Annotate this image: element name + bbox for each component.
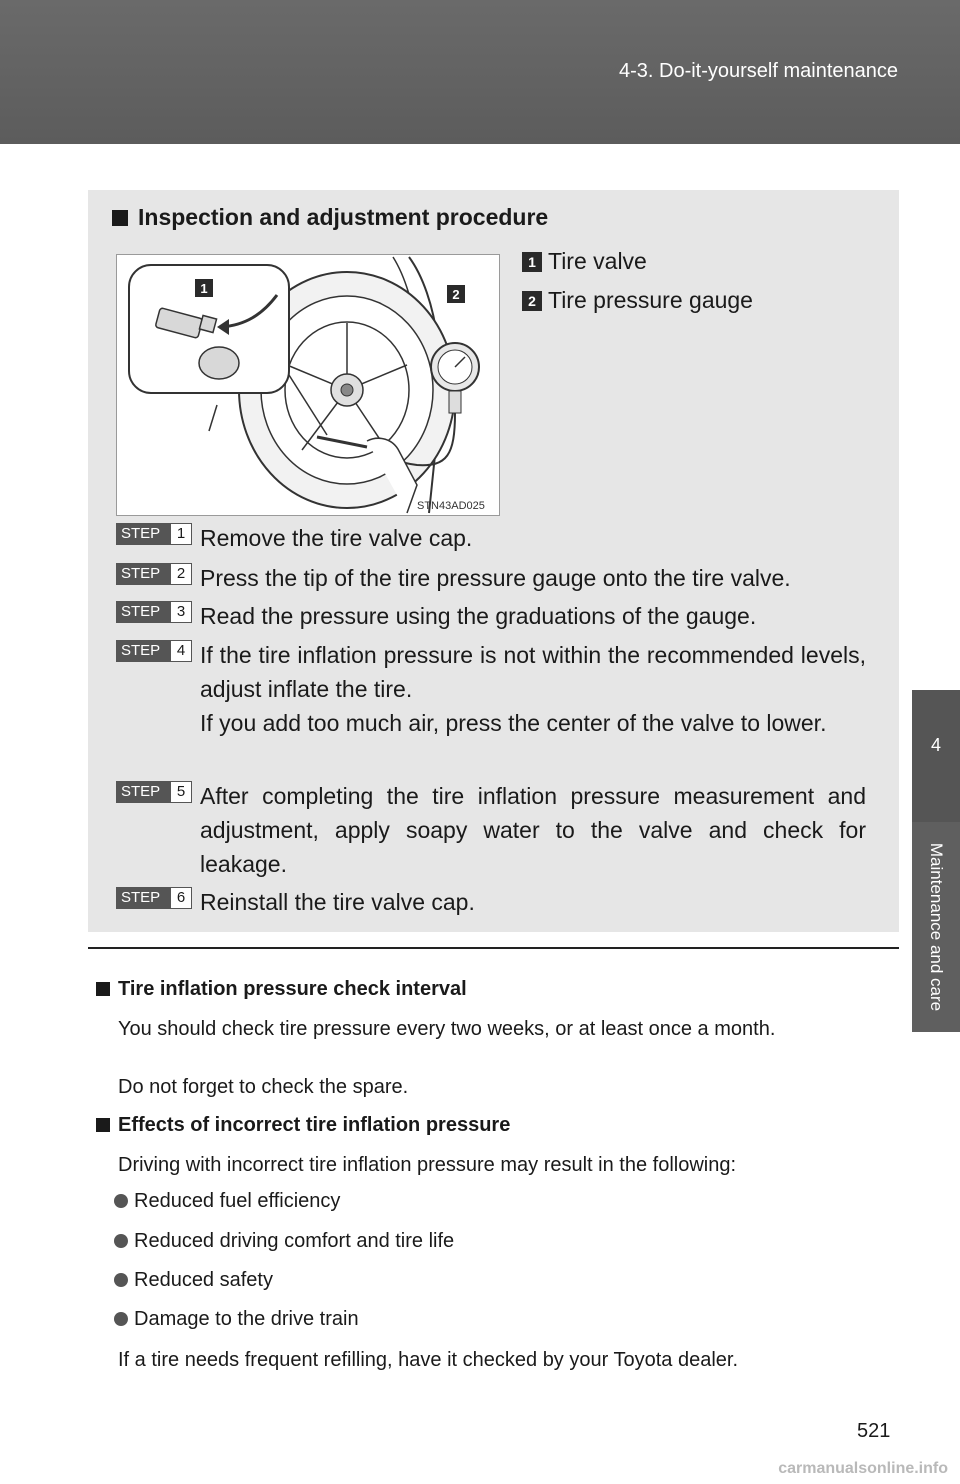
effects-heading: Effects of incorrect tire inflation pressure <box>96 1114 510 1137</box>
procedure-heading: Inspection and adjustment procedure <box>112 204 548 231</box>
effects-bullet: Damage to the drive train <box>114 1308 359 1331</box>
effects-bullet: Reduced safety <box>114 1269 273 1292</box>
bullet-dot-icon <box>114 1273 128 1287</box>
section-title: 4-3. Do-it-yourself maintenance <box>618 60 898 82</box>
step-badge: STEP 3 <box>116 601 192 623</box>
bullet-dot-icon <box>114 1312 128 1326</box>
svg-text:2: 2 <box>452 287 460 302</box>
step-2: STEP 2 Press the tip of the tire pressure gauge onto the tire valve. <box>116 561 866 595</box>
step-badge: STEP 2 <box>116 563 192 585</box>
step-4: STEP 4 If the tire inflation pressure is not within the recommended levels, adjust inflate the tire. If you add too much air, press the center of the valve to lower. <box>116 638 866 740</box>
step-badge: STEP 4 <box>116 640 192 662</box>
figure-code: STN43AD025 <box>417 500 485 512</box>
square-bullet-icon <box>112 210 128 226</box>
bullet-dot-icon <box>114 1194 128 1208</box>
chapter-number: 4 <box>930 735 941 755</box>
tire-gauge-illustration <box>116 254 500 516</box>
step-badge: STEP 6 <box>116 887 192 909</box>
interval-heading: Tire inflation pressure check interval <box>96 978 467 1001</box>
section-divider <box>88 947 899 949</box>
effects-outro: If a tire needs frequent refilling, have it checked by your Toyota dealer. <box>118 1349 738 1371</box>
callout-tire-valve: 1 Tire valve <box>522 248 647 275</box>
callout-badge: 1 <box>522 252 542 272</box>
step-5: STEP 5 After completing the tire inflation pressure measurement and adjustment, apply soapy water to the valve and check for leakage. <box>116 779 866 881</box>
callout-badge: 2 <box>522 291 542 311</box>
interval-paragraph: You should check tire pressure every two weeks, or at least once a month. <box>118 1018 776 1040</box>
step-1: STEP 1 Remove the tire valve cap. <box>116 521 866 555</box>
step-3: STEP 3 Read the pressure using the graduations of the gauge. <box>116 599 866 633</box>
square-bullet-icon <box>96 1118 110 1132</box>
step-badge: STEP 5 <box>116 781 192 803</box>
chapter-label-tab <box>912 822 960 1032</box>
effects-bullet: Reduced driving comfort and tire life <box>114 1230 454 1253</box>
chapter-tab <box>912 690 960 822</box>
tire-illustration-svg <box>117 255 499 515</box>
page-number: 521 <box>857 1420 891 1442</box>
bullet-dot-icon <box>114 1234 128 1248</box>
watermark: carmanualsonline.info <box>778 1460 948 1477</box>
effects-intro: Driving with incorrect tire inflation pressure may result in the following: <box>118 1154 737 1176</box>
square-bullet-icon <box>96 982 110 996</box>
interval-spare-note: Do not forget to check the spare. <box>118 1076 409 1098</box>
step-badge: STEP 1 <box>116 523 192 545</box>
chapter-label: Maintenance and care <box>927 842 946 1012</box>
page-header <box>0 0 960 144</box>
callout-pressure-gauge: 2 Tire pressure gauge <box>522 287 753 314</box>
svg-text:1: 1 <box>200 281 208 296</box>
step-6: STEP 6 Reinstall the tire valve cap. <box>116 885 866 919</box>
effects-bullet: Reduced fuel efficiency <box>114 1190 340 1213</box>
